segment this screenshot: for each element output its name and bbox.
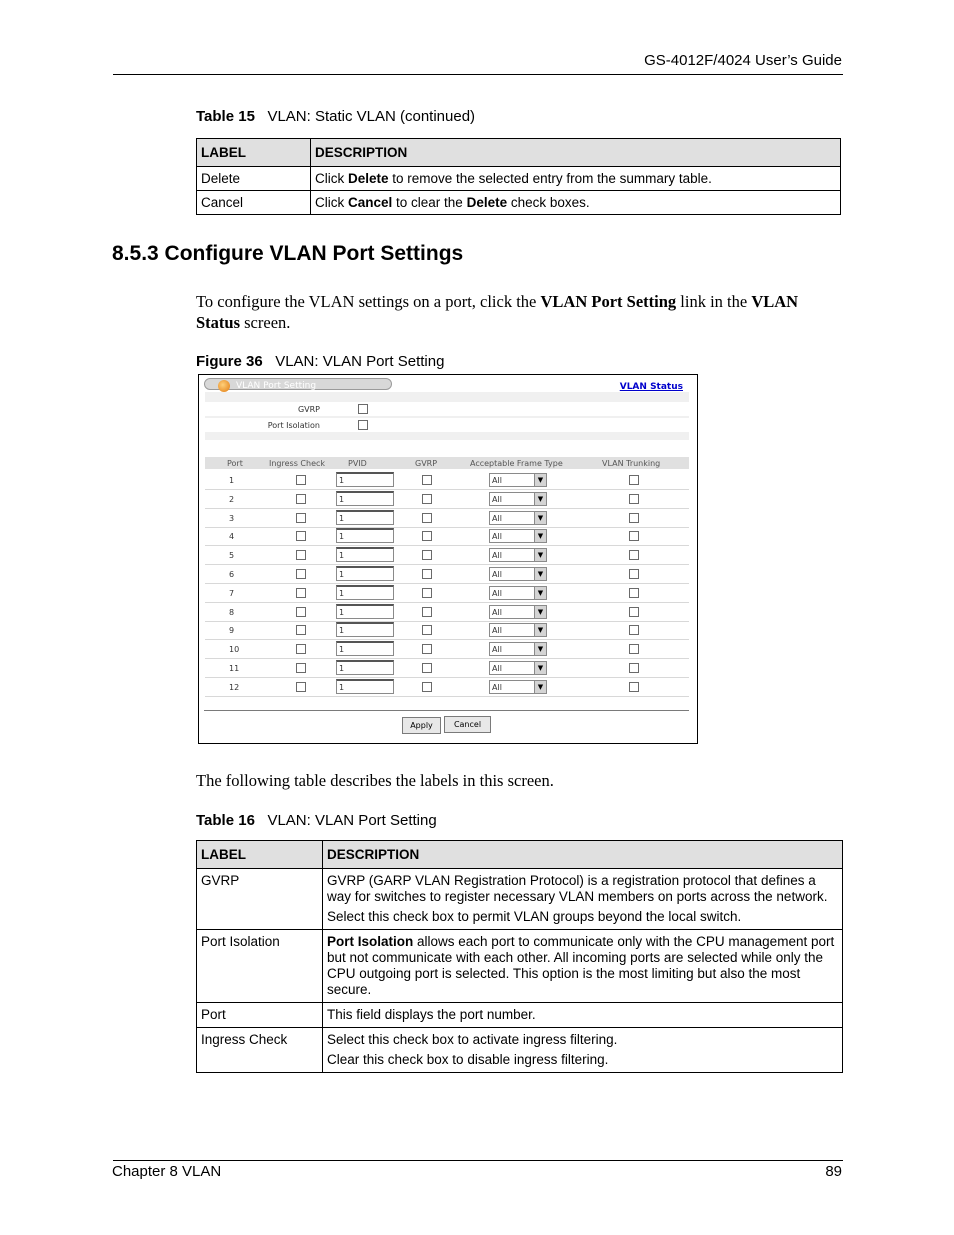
port-number: 6 bbox=[229, 570, 235, 579]
vlan-trunking-checkbox[interactable] bbox=[629, 475, 639, 485]
col-label-header: LABEL bbox=[197, 139, 311, 167]
apply-button[interactable]: Apply bbox=[402, 717, 441, 734]
port-row bbox=[205, 584, 689, 603]
frame-type-value: All bbox=[492, 682, 502, 692]
frame-type-select[interactable] bbox=[489, 567, 547, 581]
port-number: 7 bbox=[229, 588, 235, 598]
port-number: 1 bbox=[229, 476, 235, 485]
ingress-check-checkbox[interactable] bbox=[296, 644, 306, 654]
frame-type-value: All bbox=[492, 551, 502, 561]
vlan-status-link[interactable]: VLAN Status bbox=[619, 382, 683, 392]
footer-chapter: Chapter 8 VLAN bbox=[112, 1163, 222, 1180]
port-number: 4 bbox=[229, 532, 235, 542]
col-pvid: PVID bbox=[348, 459, 367, 468]
ingress-check-checkbox[interactable] bbox=[296, 475, 306, 485]
dropdown-arrow-icon[interactable]: ▼ bbox=[534, 662, 546, 674]
frame-type-select[interactable] bbox=[489, 586, 547, 600]
row-description: GVRP (GARP VLAN Registration Protocol) is a registration protocol that defines a way for switches to register necessary VLAN members on ports across the network. Select this check box to permit VLAN groups beyond the local switch. bbox=[323, 869, 843, 930]
figure-caption-text: VLAN: VLAN Port Setting bbox=[275, 353, 445, 370]
pvid-input[interactable]: 1 bbox=[336, 660, 394, 675]
port-number: 9 bbox=[229, 626, 235, 636]
frame-type-select[interactable] bbox=[489, 529, 547, 543]
port-number: 3 bbox=[229, 513, 235, 523]
port-number: 5 bbox=[229, 551, 235, 561]
frame-type-value: All bbox=[492, 607, 502, 617]
ingress-check-checkbox[interactable] bbox=[296, 588, 306, 598]
port-number: 8 bbox=[229, 607, 235, 617]
table16-caption bbox=[196, 812, 437, 829]
button-divider bbox=[204, 710, 689, 711]
ingress-check-checkbox[interactable] bbox=[296, 494, 306, 504]
frame-type-select[interactable] bbox=[489, 680, 547, 694]
gvrp-row bbox=[205, 402, 689, 416]
port-row bbox=[205, 640, 689, 659]
global-settings bbox=[205, 392, 689, 440]
gvrp-port-checkbox[interactable] bbox=[422, 531, 432, 541]
row-label: Port bbox=[197, 1003, 323, 1028]
vlan-trunking-checkbox[interactable] bbox=[629, 644, 639, 654]
port-row bbox=[205, 603, 689, 622]
port-row bbox=[205, 490, 689, 509]
dropdown-arrow-icon[interactable]: ▼ bbox=[534, 493, 546, 505]
table15-caption-text: VLAN: Static VLAN (continued) bbox=[267, 108, 476, 125]
vlan-trunking-checkbox[interactable] bbox=[629, 494, 639, 504]
frame-type-value: All bbox=[492, 532, 502, 542]
port-row bbox=[205, 659, 689, 678]
tab-orb-icon bbox=[218, 380, 230, 392]
table-row bbox=[197, 167, 841, 191]
col-gvrp: GVRP bbox=[415, 459, 438, 468]
port-number: 11 bbox=[229, 664, 240, 673]
table-row bbox=[197, 1028, 843, 1073]
gvrp-port-checkbox[interactable] bbox=[422, 663, 432, 673]
port-number: 12 bbox=[229, 682, 240, 692]
dropdown-arrow-icon[interactable]: ▼ bbox=[534, 681, 546, 693]
port-isolation-checkbox[interactable] bbox=[358, 420, 368, 430]
col-description-header: DESCRIPTION bbox=[323, 841, 843, 869]
tab-title: VLAN Port Setting bbox=[236, 381, 317, 391]
table-header-row bbox=[197, 841, 843, 869]
table-row bbox=[197, 869, 843, 930]
frame-type-select[interactable] bbox=[489, 623, 547, 637]
table-intro-text: The following table describes the labels in this screen. bbox=[196, 771, 554, 790]
dropdown-arrow-icon[interactable]: ▼ bbox=[534, 530, 546, 542]
port-row bbox=[205, 546, 689, 565]
port-row bbox=[205, 471, 689, 490]
vlan-trunking-checkbox[interactable] bbox=[629, 569, 639, 579]
col-frame-type: Acceptable Frame Type bbox=[470, 459, 563, 468]
col-description-header: DESCRIPTION bbox=[311, 139, 841, 167]
dropdown-arrow-icon[interactable]: ▼ bbox=[534, 624, 546, 636]
frame-type-value: All bbox=[492, 645, 502, 655]
port-isolation-row bbox=[205, 418, 689, 432]
frame-type-select[interactable] bbox=[489, 473, 547, 487]
pvid-input[interactable]: 1 bbox=[336, 622, 394, 637]
figure-caption bbox=[196, 353, 444, 370]
pvid-input[interactable]: 1 bbox=[336, 472, 394, 487]
vlan-trunking-checkbox[interactable] bbox=[629, 531, 639, 541]
frame-type-value: All bbox=[492, 570, 502, 579]
frame-type-select[interactable] bbox=[489, 642, 547, 656]
col-vlan-trunking: VLAN Trunking bbox=[602, 459, 661, 468]
port-row bbox=[205, 678, 689, 697]
title-bar bbox=[204, 378, 689, 390]
ingress-check-checkbox[interactable] bbox=[296, 513, 306, 523]
table-row bbox=[197, 1003, 843, 1028]
vlan-trunking-checkbox[interactable] bbox=[629, 588, 639, 598]
col-port: Port bbox=[227, 459, 243, 468]
pvid-input[interactable]: 1 bbox=[336, 510, 394, 525]
gvrp-checkbox[interactable] bbox=[358, 404, 368, 414]
vlan-trunking-checkbox[interactable] bbox=[629, 682, 639, 692]
gvrp-port-checkbox[interactable] bbox=[422, 569, 432, 579]
table-row bbox=[197, 930, 843, 1003]
gvrp-label: GVRP bbox=[297, 405, 320, 414]
header-rule bbox=[113, 74, 843, 75]
dropdown-arrow-icon[interactable]: ▼ bbox=[534, 512, 546, 524]
frame-type-value: All bbox=[492, 513, 502, 523]
gvrp-port-checkbox[interactable] bbox=[422, 475, 432, 485]
table16 bbox=[196, 840, 843, 1073]
ingress-check-checkbox[interactable] bbox=[296, 682, 306, 692]
table16-caption-num: Table 16 bbox=[196, 812, 255, 829]
gvrp-port-checkbox[interactable] bbox=[422, 588, 432, 598]
row-label: Ingress Check bbox=[197, 1028, 323, 1073]
gvrp-port-checkbox[interactable] bbox=[422, 682, 432, 692]
intro-paragraph: To configure the VLAN settings on a port, click the VLAN Port Setting link in the VLAN Status screen. bbox=[196, 292, 799, 332]
cancel-button[interactable]: Cancel bbox=[444, 716, 491, 733]
dropdown-arrow-icon[interactable]: ▼ bbox=[534, 568, 546, 580]
table16-caption-text: VLAN: VLAN Port Setting bbox=[267, 812, 437, 829]
ingress-check-checkbox[interactable] bbox=[296, 569, 306, 579]
footer-rule bbox=[113, 1160, 843, 1161]
row-description: This field displays the port number. bbox=[323, 1003, 843, 1028]
pvid-input[interactable]: 1 bbox=[336, 547, 394, 562]
gvrp-port-checkbox[interactable] bbox=[422, 607, 432, 617]
row-description: Port Isolation allows each port to communicate only with the CPU management port but not communicate with each other. All incoming ports are selected while only the CPU outgoing port is selected. This option is the most limiting but also the most secure. bbox=[323, 930, 843, 1003]
row-label: GVRP bbox=[197, 869, 323, 930]
pvid-input[interactable]: 1 bbox=[336, 679, 394, 694]
page-number: 89 bbox=[825, 1163, 842, 1180]
frame-type-select[interactable] bbox=[489, 548, 547, 562]
pvid-input[interactable]: 1 bbox=[336, 604, 394, 619]
table15-caption-num: Table 15 bbox=[196, 108, 255, 125]
table-header-row bbox=[197, 139, 841, 167]
table15-caption bbox=[196, 108, 475, 125]
ingress-check-checkbox[interactable] bbox=[296, 663, 306, 673]
frame-type-select[interactable] bbox=[489, 605, 547, 619]
port-table-header bbox=[205, 457, 689, 469]
port-row bbox=[205, 565, 689, 584]
ingress-check-checkbox[interactable] bbox=[296, 531, 306, 541]
pvid-input[interactable]: 1 bbox=[336, 491, 394, 506]
ingress-check-checkbox[interactable] bbox=[296, 550, 306, 560]
dropdown-arrow-icon[interactable]: ▼ bbox=[534, 474, 546, 486]
port-number: 2 bbox=[229, 494, 235, 504]
figure-caption-num: Figure 36 bbox=[196, 353, 263, 370]
vlan-port-setting-screenshot bbox=[198, 374, 698, 744]
col-label-header: LABEL bbox=[197, 841, 323, 869]
port-row bbox=[205, 509, 689, 528]
pvid-input[interactable]: 1 bbox=[336, 641, 394, 656]
frame-type-value: All bbox=[492, 476, 502, 485]
dropdown-arrow-icon[interactable]: ▼ bbox=[534, 643, 546, 655]
vlan-trunking-checkbox[interactable] bbox=[629, 607, 639, 617]
port-isolation-label: Port Isolation bbox=[267, 421, 320, 430]
gvrp-port-checkbox[interactable] bbox=[422, 625, 432, 635]
row-description: Click Delete to remove the selected entry from the summary table. bbox=[311, 167, 841, 191]
dropdown-arrow-icon[interactable]: ▼ bbox=[534, 587, 546, 599]
frame-type-value: All bbox=[492, 588, 502, 598]
gvrp-port-checkbox[interactable] bbox=[422, 644, 432, 654]
row-label: Port Isolation bbox=[197, 930, 323, 1003]
table-row bbox=[197, 191, 841, 215]
vlan-trunking-checkbox[interactable] bbox=[629, 625, 639, 635]
row-label: Cancel bbox=[197, 191, 311, 215]
row-label: Delete bbox=[197, 167, 311, 191]
port-row bbox=[205, 527, 689, 546]
ingress-check-checkbox[interactable] bbox=[296, 625, 306, 635]
table15 bbox=[196, 138, 841, 215]
col-ingress-check: Ingress Check bbox=[269, 459, 326, 468]
gvrp-port-checkbox[interactable] bbox=[422, 513, 432, 523]
vlan-trunking-checkbox[interactable] bbox=[629, 663, 639, 673]
vlan-trunking-checkbox[interactable] bbox=[629, 550, 639, 560]
row-description: Click Cancel to clear the Delete check boxes. bbox=[311, 191, 841, 215]
pvid-input[interactable]: 1 bbox=[336, 566, 394, 581]
vlan-trunking-checkbox[interactable] bbox=[629, 513, 639, 523]
port-number: 10 bbox=[229, 645, 240, 655]
pvid-input[interactable]: 1 bbox=[336, 528, 394, 543]
ingress-check-checkbox[interactable] bbox=[296, 607, 306, 617]
frame-type-select[interactable] bbox=[489, 511, 547, 525]
dropdown-arrow-icon[interactable]: ▼ bbox=[534, 606, 546, 618]
guide-title: GS-4012F/4024 User’s Guide bbox=[644, 52, 842, 69]
frame-type-value: All bbox=[492, 664, 502, 673]
pvid-input[interactable]: 1 bbox=[336, 585, 394, 600]
frame-type-value: All bbox=[492, 626, 502, 636]
gvrp-port-checkbox[interactable] bbox=[422, 494, 432, 504]
row-description: Select this check box to activate ingress filtering. Clear this check box to disable ingress filtering. bbox=[323, 1028, 843, 1073]
frame-type-select[interactable] bbox=[489, 492, 547, 506]
port-row bbox=[205, 621, 689, 640]
frame-type-value: All bbox=[492, 494, 502, 504]
dropdown-arrow-icon[interactable]: ▼ bbox=[534, 549, 546, 561]
gvrp-port-checkbox[interactable] bbox=[422, 550, 432, 560]
section-title: 8.5.3 Configure VLAN Port Settings bbox=[112, 242, 464, 265]
frame-type-select[interactable] bbox=[489, 661, 547, 675]
